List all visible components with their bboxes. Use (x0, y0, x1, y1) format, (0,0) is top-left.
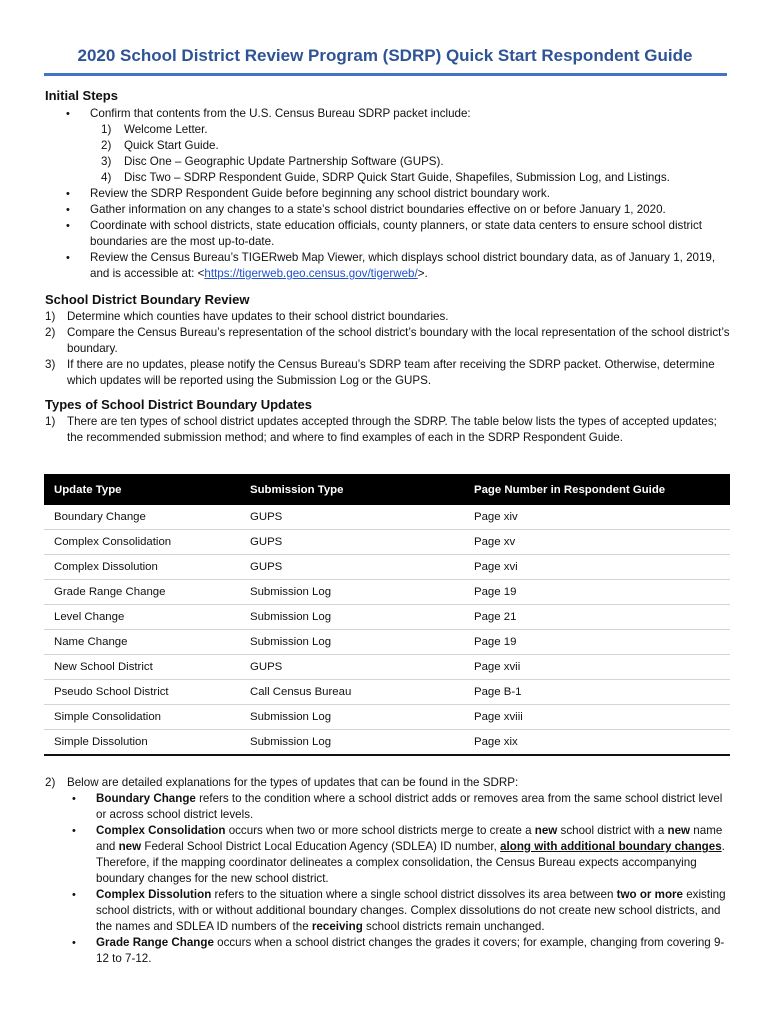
table-cell: Page 19 (464, 630, 730, 655)
table-cell: Submission Log (240, 580, 464, 605)
table-cell: Page B-1 (464, 680, 730, 705)
packet-item: 1) Welcome Letter. (101, 123, 208, 136)
list-item: • Coordinate with school districts, state education officials, county planners, or state data centers to ensure school district boundaries are the most up-to-date. (66, 219, 702, 248)
table-row (44, 580, 730, 605)
table-cell: Submission Log (240, 605, 464, 630)
bullet-icon: • (66, 252, 70, 264)
table-cell: GUPS (240, 555, 464, 580)
table-row (44, 680, 730, 705)
table-row (44, 630, 730, 655)
table-cell: Complex Consolidation (44, 530, 240, 555)
column-header: Submission Type (240, 474, 464, 505)
list-item: 1) Determine which counties have updates to their school district boundaries. (45, 310, 449, 323)
list-item: 1) There are ten types of school district updates accepted through the SDRP. The table below lists the types of accepted updates; the recommended submission method; and where to find examples of each in the SDRP Respondent Guide. (45, 415, 717, 444)
table-cell: Name Change (44, 630, 240, 655)
table-cell: Submission Log (240, 730, 464, 756)
column-header: Page Number in Respondent Guide (464, 474, 730, 505)
bullet-icon: • (66, 108, 70, 120)
types-heading: Types of School District Boundary Updates (45, 397, 313, 412)
explanation-item: • Complex Dissolution refers to the situation where a single school district dissolves its area between two or more existing school districts, with or without additional boundary changes. Complex dissolutions do not create new school districts, and the names and SDLEA ID numbers of the receiving school districts remain unchanged. (72, 888, 726, 933)
table-header-row (44, 474, 730, 505)
explanation-item: • Complex Consolidation occurs when two or more school districts merge to create a new school district with a new name and new Federal School District Local Education Agency (SDLEA) ID number, along with additional boundary changes. Therefore, if the mapping coordinator delineates a complex consolidation, the Census Bureau expects accompanying boundary changes for the new school district. (72, 824, 725, 885)
list-item: 3) If there are no updates, please notify the Census Bureau’s SDRP team after receiving the SDRP packet. Otherwise, determine which updates will be reported using the Submission Log or the GUPS. (45, 358, 715, 387)
explanations-section (0, 775, 770, 967)
list-item: 2) Below are detailed explanations for the types of updates that can be found in the SDRP: (45, 776, 519, 789)
table-cell: Page 19 (464, 580, 730, 605)
packet-item: 2) Quick Start Guide. (101, 139, 219, 152)
table-cell: Submission Log (240, 705, 464, 730)
packet-item: 3) Disc One – Geographic Update Partnership Software (GUPS). (101, 155, 444, 168)
table-cell: Page xviii (464, 705, 730, 730)
bullet-icon: • (66, 220, 70, 232)
table-cell: Pseudo School District (44, 680, 240, 705)
table-cell: New School District (44, 655, 240, 680)
table-cell: Grade Range Change (44, 580, 240, 605)
table-cell: Simple Dissolution (44, 730, 240, 756)
bullet-icon: • (72, 937, 76, 949)
column-header: Update Type (44, 474, 240, 505)
table-cell: Simple Consolidation (44, 705, 240, 730)
table-cell: Submission Log (240, 630, 464, 655)
list-item: • Confirm that contents from the U.S. Census Bureau SDRP packet include: (66, 107, 471, 120)
table-cell: GUPS (240, 655, 464, 680)
table-row (44, 530, 730, 555)
table-cell: Page 21 (464, 605, 730, 630)
table-cell: Page xvi (464, 555, 730, 580)
packet-item: 4) Disc Two – SDRP Respondent Guide, SDRP Quick Start Guide, Shapefiles, Submission Log, and Listings. (101, 171, 670, 184)
bullet-icon: • (72, 825, 76, 837)
table-cell: Page xvii (464, 655, 730, 680)
list-item: 2) Compare the Census Bureau’s representation of the school district’s boundary with the local representation of the school district’s boundary. (45, 326, 730, 355)
table-row (44, 555, 730, 580)
table-row (44, 605, 730, 630)
title-rule (44, 73, 727, 76)
tigerweb-link[interactable]: https://tigerweb.geo.census.gov/tigerweb/ (204, 267, 418, 280)
explanation-item: • Boundary Change refers to the condition where a school district adds or removes area from the same school district level or across school district levels. (72, 792, 723, 821)
table-cell: GUPS (240, 505, 464, 530)
initial-steps-list (0, 106, 770, 282)
list-item: • Review the Census Bureau’s TIGERweb Map Viewer, which displays school district boundary data, as of January 1, 2019, and is accessible at: <https://tigerweb.geo.census.gov/tigerweb/>. (66, 251, 716, 280)
table-cell: Complex Dissolution (44, 555, 240, 580)
table-row (44, 705, 730, 730)
table-cell: Page xiv (464, 505, 730, 530)
table-cell: Level Change (44, 605, 240, 630)
bullet-icon: • (66, 188, 70, 200)
bullet-icon: • (72, 889, 76, 901)
table-cell: Page xix (464, 730, 730, 756)
update-types-table (44, 474, 730, 756)
explanation-item: • Grade Range Change occurs when a school district changes the grades it covers; for example, changing from covering 9-12 to 7-12. (72, 936, 725, 965)
list-item: • Review the SDRP Respondent Guide before beginning any school district boundary work. (66, 187, 550, 200)
table-cell: GUPS (240, 530, 464, 555)
table-row (44, 505, 730, 530)
boundary-review-list (0, 309, 770, 389)
table-cell: Page xv (464, 530, 730, 555)
table-cell: Boundary Change (44, 505, 240, 530)
bullet-icon: • (66, 204, 70, 216)
table-row (44, 730, 730, 756)
page-title: 2020 School District Review Program (SDRP) Quick Start Respondent Guide (77, 46, 693, 65)
initial-steps-heading: Initial Steps (45, 88, 118, 103)
types-intro (0, 414, 770, 446)
bullet-icon: • (72, 793, 76, 805)
list-item: • Gather information on any changes to a state’s school district boundaries effective on or before January 1, 2020. (66, 203, 666, 216)
table-row (44, 655, 730, 680)
table-cell: Call Census Bureau (240, 680, 464, 705)
boundary-review-heading: School District Boundary Review (45, 292, 250, 307)
